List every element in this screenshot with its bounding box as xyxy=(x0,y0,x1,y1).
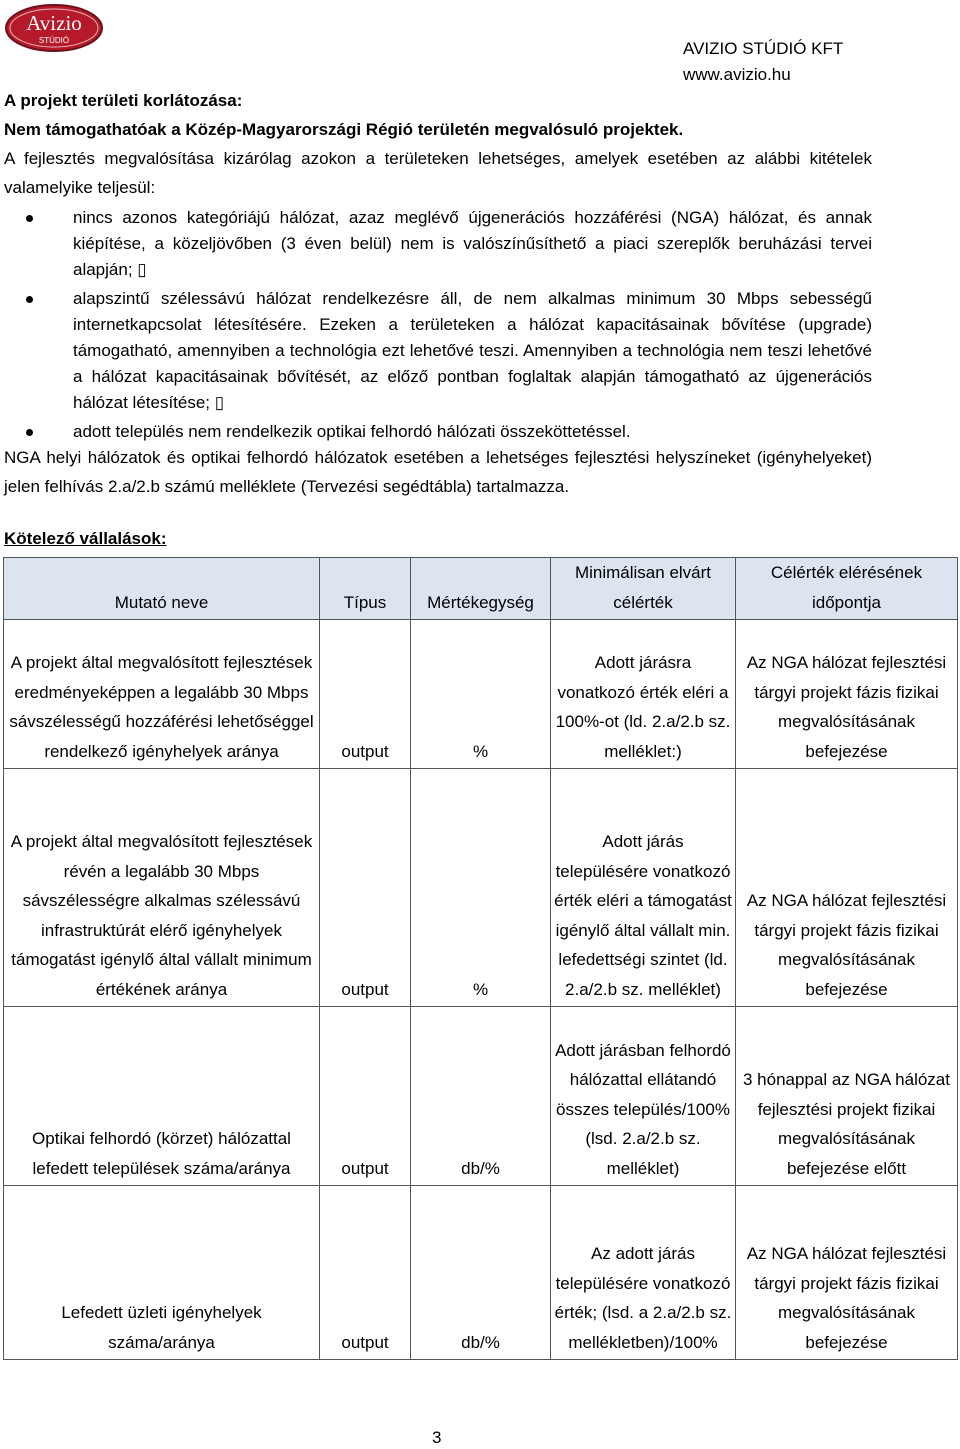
page-number: 3 xyxy=(432,1428,442,1447)
list-item: alapszintű szélessávú hálózat rendelkezésre áll, de nem alkalmas minimum 30 Mbps sebességű internetkapcsolat létesítésére. Ezeken a területeken a hálózat kapacitásainak bővítése (upgrade) támogatható, amennyiben a technológia ezt lehetővé teszi. Amennyiben a technológia nem teszi lehetővé a hálózat kapacitásainak bővítését, az előző pontban foglaltak alapján támogatható az újgenerációs hálózat létesítése; ▯ xyxy=(73,286,872,416)
header-cell: Típus xyxy=(320,558,411,620)
company-logo xyxy=(4,3,104,53)
cell-unit: db/% xyxy=(411,1007,551,1186)
header-cell: Mértékegység xyxy=(411,558,551,620)
missing-glyph-icon: ▯ xyxy=(214,393,225,412)
intro-section xyxy=(4,86,872,501)
bullet-icon xyxy=(26,215,33,222)
cell-target: Adott járás településére vonatkozó érték eléri a támogatást igénylő által vállalt min. lefedettségi szintet (ld. 2.a/2.b sz. melléklet) xyxy=(551,769,736,1007)
commitments-title: Kötelező vállalások: xyxy=(4,529,167,548)
cell-target: Adott járásra vonatkozó érték eléri a 100%-ot (ld. 2.a/2.b sz. melléklet:) xyxy=(551,620,736,769)
cell-unit: db/% xyxy=(411,1186,551,1360)
cell-type: output xyxy=(320,1186,411,1360)
commitments-table xyxy=(3,557,958,1360)
restriction-line: Nem támogathatóak a Közép-Magyarországi Régió területén megvalósuló projektek. xyxy=(4,120,684,139)
company-website[interactable]: www.avizio.hu xyxy=(683,65,791,84)
header-cell: Minimálisan elvárt célérték xyxy=(551,558,736,620)
cell-indicator: A projekt által megvalósított fejlesztések eredményeképpen a legalább 30 Mbps sávszélességű hozzáférési lehetőséggel rendelkező igényhelyek aránya xyxy=(4,620,320,769)
table-row xyxy=(4,1007,958,1186)
closing-paragraph: NGA helyi hálózatok és optikai felhordó hálózatok esetében a lehetséges fejlesztési helyszíneket (igényhelyeket) jelen felhívás 2.a/2.b számú melléklete (Tervezési segédtábla) tartalmazza. xyxy=(4,448,872,496)
section-heading: A projekt területi korlátozása: xyxy=(4,91,243,110)
table-row xyxy=(4,769,958,1007)
bullet-icon xyxy=(26,429,33,436)
list-item: adott település nem rendelkezik optikai felhordó hálózati összeköttetéssel. xyxy=(73,419,872,445)
company-info xyxy=(683,36,843,88)
table-header-row xyxy=(4,558,958,620)
conditions-list xyxy=(4,205,872,445)
cell-indicator: A projekt által megvalósított fejlesztések révén a legalább 30 Mbps sávszélességre alkalmas szélessávú infrastruktúrát elérő igényhelyek támogatást igénylő által vállalt minimum értékének aránya xyxy=(4,769,320,1007)
header-cell: Mutató neve xyxy=(4,558,320,620)
list-item: nincs azonos kategóriájú hálózat, azaz meglévő újgenerációs hozzáférési (NGA) hálózat, és annak kiépítése, a közeljövőben (3 éven belül) nem is valószínűsíthető a piaci szereplők beruházási tervei alapján; ▯ xyxy=(73,205,872,283)
cell-deadline: 3 hónappal az NGA hálózat fejlesztési projekt fizikai megvalósításának befejezése előtt xyxy=(736,1007,958,1186)
cell-type: output xyxy=(320,769,411,1007)
company-name: AVIZIO STÚDIÓ KFT xyxy=(683,39,844,58)
cell-target: Az adott járás településére vonatkozó érték; (lsd. a 2.a/2.b sz. mellékletben)/100% xyxy=(551,1186,736,1360)
logo-text: Avizio xyxy=(26,11,82,35)
cell-unit: % xyxy=(411,620,551,769)
table-row xyxy=(4,620,958,769)
cell-indicator: Lefedett üzleti igényhelyek száma/aránya xyxy=(4,1186,320,1360)
missing-glyph-icon: ▯ xyxy=(137,260,147,279)
cell-deadline: Az NGA hálózat fejlesztési tárgyi projekt fázis fizikai megvalósításának befejezése xyxy=(736,1186,958,1360)
header-cell: Célérték elérésének időpontja xyxy=(736,558,958,620)
cell-deadline: Az NGA hálózat fejlesztési tárgyi projekt fázis fizikai megvalósításának befejezése xyxy=(736,769,958,1007)
cell-type: output xyxy=(320,620,411,769)
cell-target: Adott járásban felhordó hálózattal ellátandó összes település/100% (lsd. 2.a/2.b sz. melléklet) xyxy=(551,1007,736,1186)
cell-deadline: Az NGA hálózat fejlesztési tárgyi projekt fázis fizikai megvalósításának befejezése xyxy=(736,620,958,769)
logo-subtext: STÚDIÓ xyxy=(38,36,70,45)
cell-indicator: Optikai felhordó (körzet) hálózattal lefedett települések száma/aránya xyxy=(4,1007,320,1186)
table-row xyxy=(4,1186,958,1360)
bullet-icon xyxy=(26,296,33,303)
intro-paragraph: A fejlesztés megvalósítása kizárólag azokon a területeken lehetséges, amelyek esetében az alábbi kitételek valamelyike teljesül: xyxy=(4,149,872,197)
cell-unit: % xyxy=(411,769,551,1007)
cell-type: output xyxy=(320,1007,411,1186)
